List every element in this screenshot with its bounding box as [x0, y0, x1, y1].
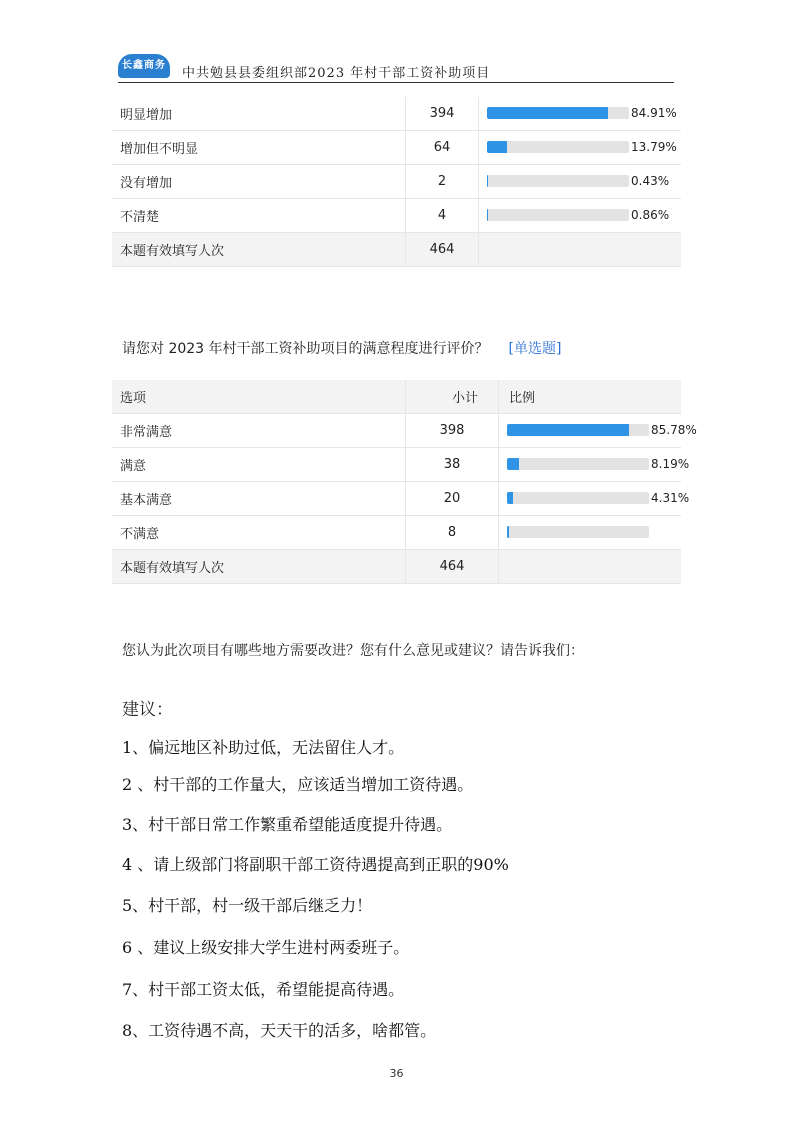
progress-bar-fill	[487, 209, 488, 221]
progress-bar-track	[487, 209, 629, 221]
percent-label: 0.86%	[631, 208, 670, 222]
option-count: 4	[406, 199, 479, 233]
ratio-cell	[499, 516, 682, 550]
total-count: 464	[406, 233, 479, 267]
option-label: 不满意	[112, 516, 406, 550]
progress-bar-track	[487, 107, 629, 119]
total-ratio-cell	[499, 550, 682, 584]
option-count: 2	[406, 165, 479, 199]
percent-label: 85.78%	[651, 423, 697, 437]
option-count: 8	[406, 516, 499, 550]
suggestion-item: 3、村干部日常工作繁重希望能适度提升待遇。	[122, 815, 453, 834]
page-number: 36	[389, 1067, 404, 1080]
option-label: 没有增加	[112, 165, 406, 199]
ratio-cell	[499, 482, 690, 516]
option-count: 38	[406, 448, 499, 482]
results-table-1	[112, 97, 681, 267]
option-count: 64	[406, 131, 479, 165]
progress-bar-fill	[507, 526, 509, 538]
option-label: 基本满意	[112, 482, 406, 516]
suggestion-item: 1、偏远地区补助过低，无法留住人才。	[122, 738, 405, 757]
suggestion-item: 4 、请上级部门将副职干部工资待遇提高到正职的90%	[122, 855, 509, 874]
option-label: 非常满意	[112, 414, 406, 448]
progress-bar-fill	[507, 492, 513, 504]
table-row	[112, 482, 681, 516]
total-row	[112, 550, 681, 584]
option-count: 398	[406, 414, 499, 448]
feedback-prompt: 您认为此次项目有哪些地方需要改进？您有什么意见或建议？请告诉我们：	[122, 643, 584, 659]
suggestion-item: 6 、建议上级安排大学生进村两委班子。	[122, 938, 410, 957]
progress-bar-fill	[487, 175, 488, 187]
progress-bar-track	[507, 424, 649, 436]
suggestion-item: 8、工资待遇不高，天天干的活多，啥都管。	[122, 1021, 437, 1040]
option-count: 20	[406, 482, 499, 516]
percent-label: 4.31%	[651, 491, 690, 505]
header-count: 小计	[406, 380, 499, 414]
question-type: [单选题]	[508, 341, 562, 357]
percent-label: 0.43%	[631, 174, 670, 188]
suggestions-title: 建议：	[122, 700, 173, 720]
question-2	[122, 338, 561, 358]
percent-label: 13.79%	[631, 140, 677, 154]
option-label: 明显增加	[112, 97, 406, 131]
table-row	[112, 516, 681, 550]
ratio-cell	[499, 414, 697, 448]
total-row	[112, 233, 681, 267]
progress-bar-track	[487, 141, 629, 153]
results-table-2	[112, 380, 697, 584]
suggestion-item: 7、村干部工资太低，希望能提高待遇。	[122, 980, 405, 999]
percent-label: 84.91%	[631, 106, 677, 120]
progress-bar-fill	[507, 424, 629, 436]
ratio-cell	[499, 448, 690, 482]
table-header-row	[112, 380, 681, 414]
total-count: 464	[406, 550, 499, 584]
progress-bar-track	[487, 175, 629, 187]
table-row	[112, 199, 681, 233]
ratio-cell	[479, 131, 682, 165]
question-text: 请您对 2023 年村干部工资补助项目的满意程度进行评价？	[122, 341, 489, 357]
table-row	[112, 414, 681, 448]
table-row	[112, 165, 681, 199]
table-row	[112, 97, 681, 131]
suggestion-item: 2 、村干部的工作量大，应该适当增加工资待遇。	[122, 775, 474, 794]
company-logo	[118, 54, 170, 78]
option-count: 394	[406, 97, 479, 131]
option-label: 满意	[112, 448, 406, 482]
total-ratio-cell	[479, 233, 682, 267]
ratio-cell	[479, 165, 682, 199]
total-label: 本题有效填写人次	[112, 550, 406, 584]
percent-label: 8.19%	[651, 457, 690, 471]
page-header	[118, 52, 674, 83]
table-row	[112, 131, 681, 165]
table-row	[112, 448, 681, 482]
progress-bar-track	[507, 526, 649, 538]
logo-text: 长鑫商务	[122, 60, 166, 71]
progress-bar-fill	[507, 458, 519, 470]
option-label: 增加但不明显	[112, 131, 406, 165]
progress-bar-fill	[487, 141, 507, 153]
progress-bar-track	[507, 492, 649, 504]
header-option: 选项	[112, 380, 406, 414]
total-label: 本题有效填写人次	[112, 233, 406, 267]
option-label: 不清楚	[112, 199, 406, 233]
header-ratio: 比例	[499, 380, 682, 414]
ratio-cell	[479, 97, 682, 131]
suggestion-item: 5、村干部，村一级干部后继乏力！	[122, 896, 373, 915]
ratio-cell	[479, 199, 682, 233]
progress-bar-fill	[487, 107, 608, 119]
progress-bar-track	[507, 458, 649, 470]
header-title: 中共勉县县委组织部2023 年村干部工资补助项目	[182, 66, 491, 81]
